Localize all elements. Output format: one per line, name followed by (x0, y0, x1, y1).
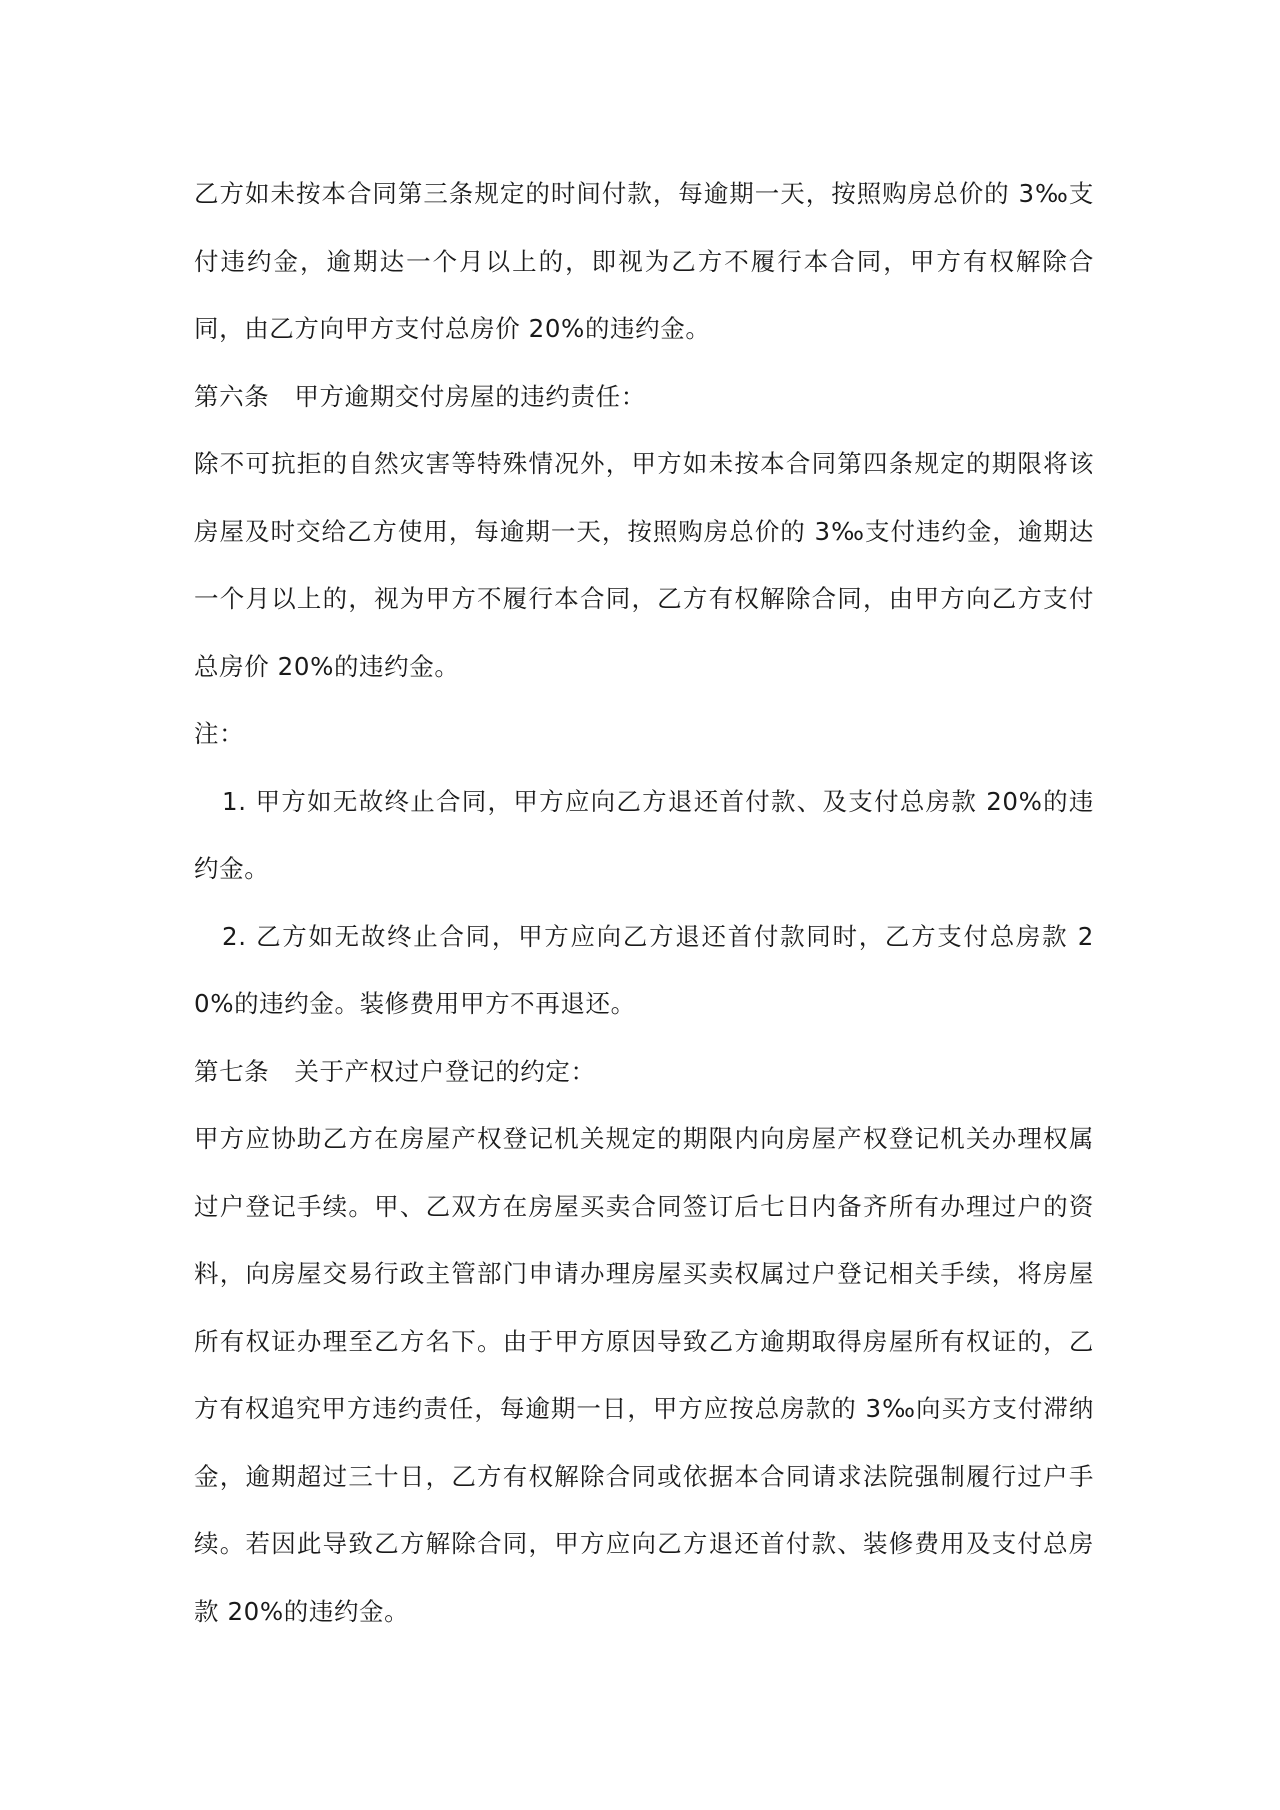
article-six-heading: 第六条 甲方逾期交付房屋的违约责任： (194, 381, 646, 411)
paragraph-late-payment: 乙方如未按本合同第三条规定的时间付款，每逾期一天，按照购房总价的 3‰支付违约金，逾期达一个月以上的，即视为乙方不履行本合同，甲方有权解除合同，由乙方向甲方支付总房价 20%的违约金。 (194, 179, 1094, 343)
article-seven-heading: 第七条 关于产权过户登记的约定： (194, 1056, 596, 1086)
paragraph-title-transfer: 甲方应协助乙方在房屋产权登记机关规定的期限内向房屋产权登记机关办理权属过户登记手续。甲、乙双方在房屋买卖合同签订后七日内备齐所有办理过户的资料，向房屋交易行政主管部门申请办理房屋买卖权属过户登记相关手续，将房屋所有权证办理至乙方名下。由于甲方原因导致乙方逾期取得房屋所有权证的，乙方有权追究甲方违约责任，每逾期一日，甲方应按总房款的 3‰向买方支付滞纳金，逾期超过三十日，乙方有权解除合同或依据本合同请求法院强制履行过户手续。若因此导致乙方解除合同，甲方应向乙方退还首付款、装修费用及支付总房款 20%的违约金。 (194, 1124, 1094, 1626)
document-page (194, 160, 1094, 1645)
note-item-2: 2. 乙方如无故终止合同，甲方应向乙方退还首付款同时，乙方支付总房款 20%的违约金。装修费用甲方不再退还。 (194, 921, 1094, 1018)
note-label: 注： (194, 719, 245, 748)
paragraph-late-delivery: 除不可抗拒的自然灾害等特殊情况外，甲方如未按本合同第四条规定的期限将该房屋及时交给乙方使用，每逾期一天，按照购房总价的 3‰支付违约金，逾期达一个月以上的，视为甲方不履行本合同，乙方有权解除合同，由甲方向乙方支付总房价 20%的违约金。 (194, 449, 1094, 681)
note-item-1: 1. 甲方如无故终止合同，甲方应向乙方退还首付款、及支付总房款 20%的违约金。 (194, 786, 1094, 883)
